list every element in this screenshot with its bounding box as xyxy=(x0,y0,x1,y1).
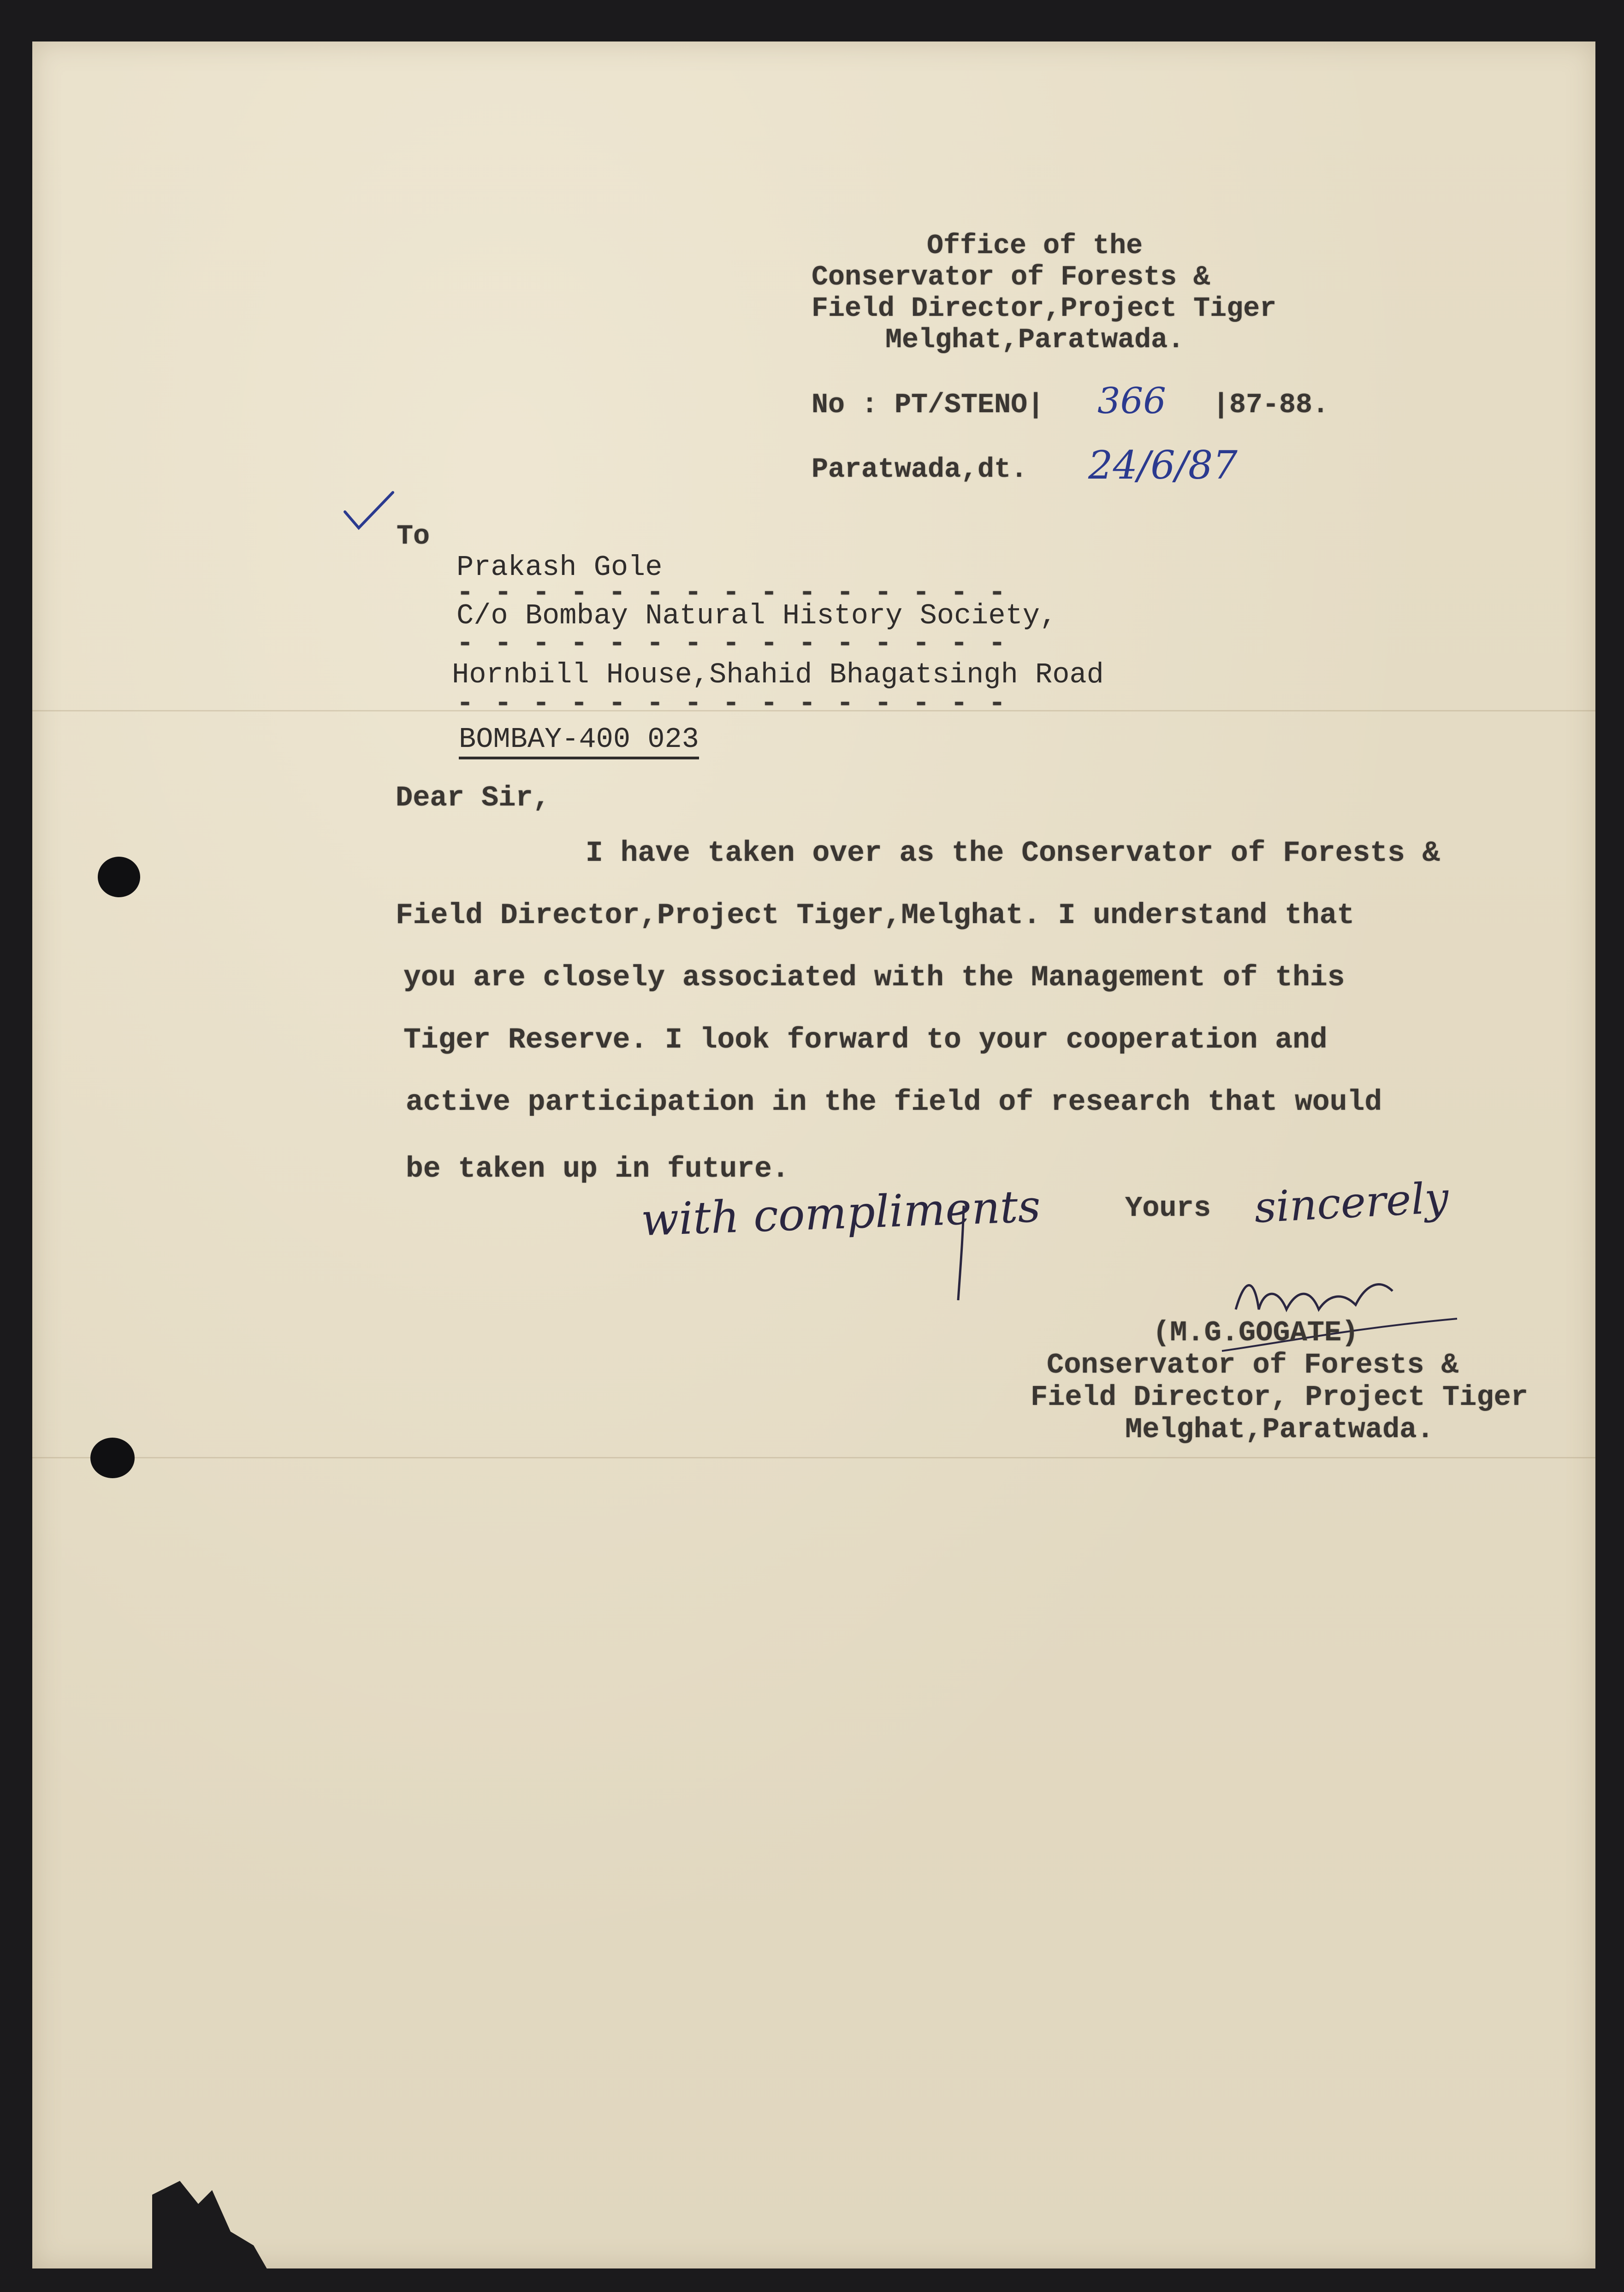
closing-handwritten: sincerely xyxy=(1253,1173,1450,1232)
body-line-1: I have taken over as the Conservator of Forests & xyxy=(586,837,1440,870)
addressee-line-1: C/o Bombay Natural History Society, xyxy=(456,599,1057,632)
body-line-3: you are closely associated with the Management of this xyxy=(403,961,1345,994)
reference-number: 366 xyxy=(1097,380,1166,422)
body-line-4: Tiger Reserve. I look forward to your cooperation and xyxy=(403,1024,1328,1056)
body-line-2: Field Director,Project Tiger,Melghat. I understand that xyxy=(396,899,1355,932)
signatory-title-2: Field Director, Project Tiger xyxy=(1031,1381,1528,1414)
reference-prefix: No : PT/STENO| xyxy=(812,390,1044,421)
paper-fold xyxy=(32,1457,1595,1458)
torn-corner xyxy=(152,2176,272,2278)
reference-suffix: |87-88. xyxy=(1213,390,1329,421)
date-value: 24/6/87 xyxy=(1088,443,1238,488)
dash-line: - - - - - - - - - - - - - - - xyxy=(456,576,1008,609)
addressee-name: Prakash Gole xyxy=(456,551,663,584)
handwritten-note: with compliments xyxy=(640,1180,1042,1246)
letterhead-line-1: Office of the xyxy=(927,231,1143,262)
dash-line: - - - - - - - - - - - - - - - xyxy=(456,627,1008,660)
letterhead-line-3: Field Director,Project Tiger xyxy=(812,293,1277,325)
body-line-5: active participation in the field of research that would xyxy=(406,1086,1382,1119)
body-line-6: be taken up in future. xyxy=(406,1153,789,1185)
date-prefix: Paratwada,dt. xyxy=(812,454,1028,486)
punch-hole xyxy=(98,857,140,897)
check-mark-icon xyxy=(341,489,397,535)
addressee-line-3: BOMBAY-400 023 xyxy=(459,723,699,759)
to-label: To xyxy=(397,521,430,552)
signatory-title-3: Melghat,Paratwada. xyxy=(1125,1413,1434,1446)
pen-stroke xyxy=(950,1203,978,1305)
punch-hole xyxy=(90,1438,135,1478)
signatory-title-1: Conservator of Forests & xyxy=(1047,1349,1458,1381)
letterhead-line-2: Conservator of Forests & xyxy=(812,262,1210,293)
letter-paper xyxy=(32,41,1595,2268)
closing-typed: Yours xyxy=(1125,1192,1211,1225)
signatory-name: (M.G.GOGATE) xyxy=(1153,1316,1359,1349)
salutation: Dear Sir, xyxy=(396,782,550,814)
letterhead-line-4: Melghat,Paratwada. xyxy=(885,325,1185,356)
dash-line: - - - - - - - - - - - - - - - xyxy=(456,687,1008,720)
addressee-line-2: Hornbill House,Shahid Bhagatsingh Road xyxy=(452,658,1104,691)
